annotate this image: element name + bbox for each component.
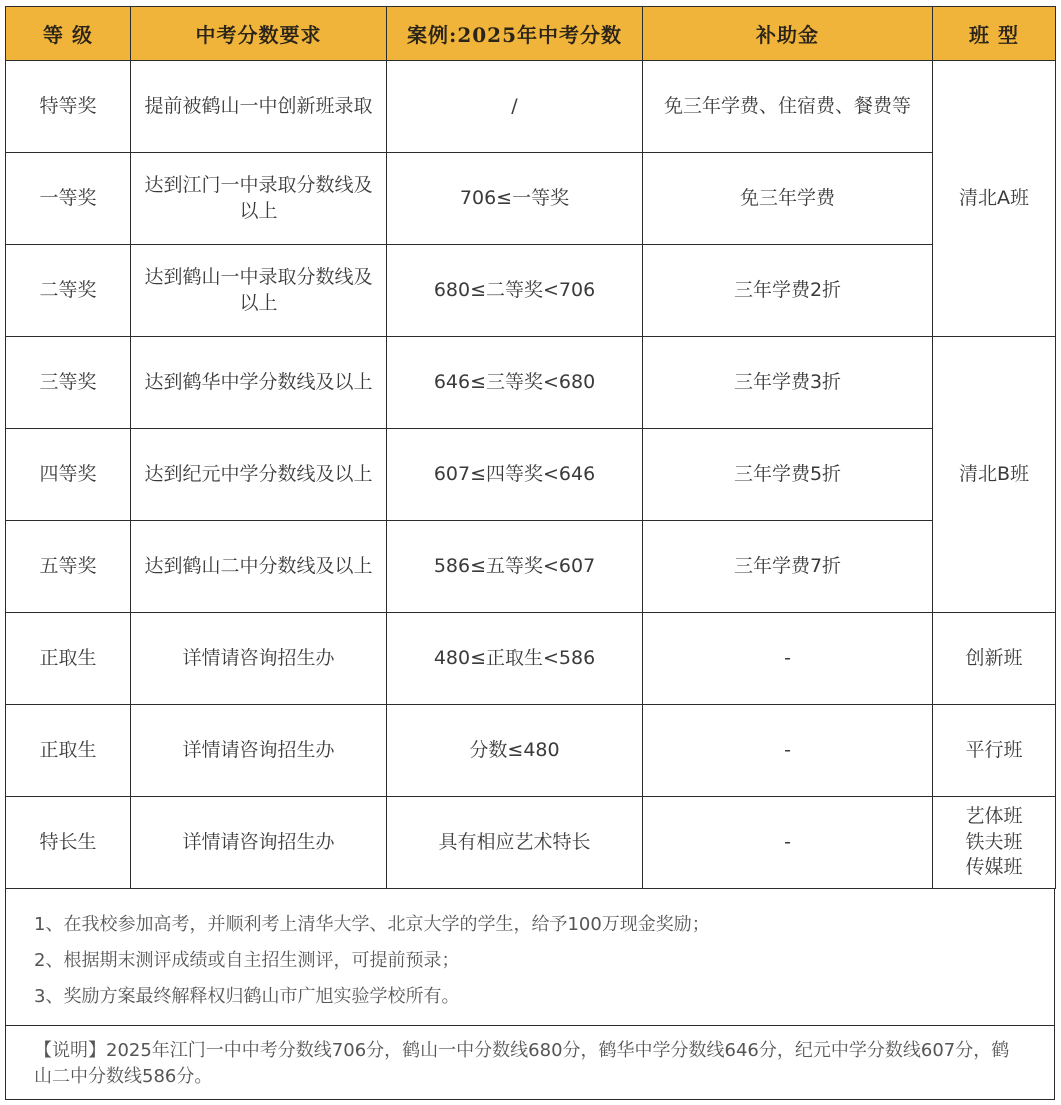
row-requirement: 详情请咨询招生办 <box>131 613 387 705</box>
table-row <box>6 337 1056 429</box>
class-qingbei-b: 清北B班 <box>933 337 1056 613</box>
class-special-art: 艺体班 <box>965 805 1023 828</box>
row-requirement: 达到鹤华中学分数线及以上 <box>131 337 387 429</box>
row-example: 586≤五等奖<607 <box>387 521 643 613</box>
table-row <box>6 521 1056 613</box>
row-requirement: 达到纪元中学分数线及以上 <box>131 429 387 521</box>
class-special-media: 传媒班 <box>965 856 1023 879</box>
row-subsidy: 三年学费3折 <box>643 337 933 429</box>
row-example: 480≤正取生<586 <box>387 613 643 705</box>
header-subsidy: 补助金 <box>643 7 933 61</box>
row-subsidy: - <box>643 705 933 797</box>
row-subsidy: 免三年学费、住宿费、餐费等 <box>643 61 933 153</box>
row-requirement: 达到鹤山一中录取分数线及以上 <box>131 245 387 337</box>
class-special-tiefu: 铁夫班 <box>965 830 1023 853</box>
explanation-box: 【说明】2025年江门一中中考分数线706分，鹤山一中分数线680分，鹤华中学分数线646分，纪元中学分数线607分，鹤山二中分数线586分。 <box>5 1026 1055 1100</box>
note-item: 3、奖励方案最终解释权归鹤山市广旭实验学校所有。 <box>34 986 460 1007</box>
row-subsidy: 三年学费2折 <box>643 245 933 337</box>
row-requirement: 达到江门一中录取分数线及以上 <box>131 153 387 245</box>
row-example: 706≤一等奖 <box>387 153 643 245</box>
row-level: 二等奖 <box>6 245 131 337</box>
row-requirement: 详情请咨询招生办 <box>131 797 387 889</box>
table-row <box>6 153 1056 245</box>
row-example: 646≤三等奖<680 <box>387 337 643 429</box>
note-item: 2、根据期末测评成绩或自主招生测评，可提前预录； <box>34 950 460 971</box>
row-example: 分数≤480 <box>387 705 643 797</box>
header-level: 等 级 <box>6 7 131 61</box>
row-level: 一等奖 <box>6 153 131 245</box>
row-level: 正取生 <box>6 705 131 797</box>
row-level: 特等奖 <box>6 61 131 153</box>
scholarship-table <box>5 6 1056 889</box>
table-header-row <box>6 7 1056 61</box>
header-requirement: 中考分数要求 <box>131 7 387 61</box>
note-item: 1、在我校参加高考，并顺利考上清华大学、北京大学的学生，给予100万现金奖励； <box>34 914 710 935</box>
table-row <box>6 429 1056 521</box>
row-subsidy: - <box>643 797 933 889</box>
row-requirement: 详情请咨询招生办 <box>131 705 387 797</box>
class-qingbei-a: 清北A班 <box>933 61 1056 337</box>
row-example: 具有相应艺术特长 <box>387 797 643 889</box>
header-example: 案例:2025年中考分数 <box>387 7 643 61</box>
row-requirement: 提前被鹤山一中创新班录取 <box>131 61 387 153</box>
header-class-type: 班 型 <box>933 7 1056 61</box>
row-requirement: 达到鹤山二中分数线及以上 <box>131 521 387 613</box>
row-level: 特长生 <box>6 797 131 889</box>
row-level: 正取生 <box>6 613 131 705</box>
row-subsidy: 三年学费7折 <box>643 521 933 613</box>
table-row <box>6 705 1056 797</box>
row-example: 680≤二等奖<706 <box>387 245 643 337</box>
row-example: 607≤四等奖<646 <box>387 429 643 521</box>
row-level: 三等奖 <box>6 337 131 429</box>
class-special <box>933 797 1056 889</box>
row-example: / <box>387 61 643 153</box>
row-subsidy: 免三年学费 <box>643 153 933 245</box>
table-row <box>6 797 1056 889</box>
row-level: 五等奖 <box>6 521 131 613</box>
class-parallel: 平行班 <box>933 705 1056 797</box>
table-row <box>6 613 1056 705</box>
row-level: 四等奖 <box>6 429 131 521</box>
notes-box <box>5 888 1055 1026</box>
table-row <box>6 61 1056 153</box>
row-subsidy: - <box>643 613 933 705</box>
table-row <box>6 245 1056 337</box>
class-innovation: 创新班 <box>933 613 1056 705</box>
row-subsidy: 三年学费5折 <box>643 429 933 521</box>
